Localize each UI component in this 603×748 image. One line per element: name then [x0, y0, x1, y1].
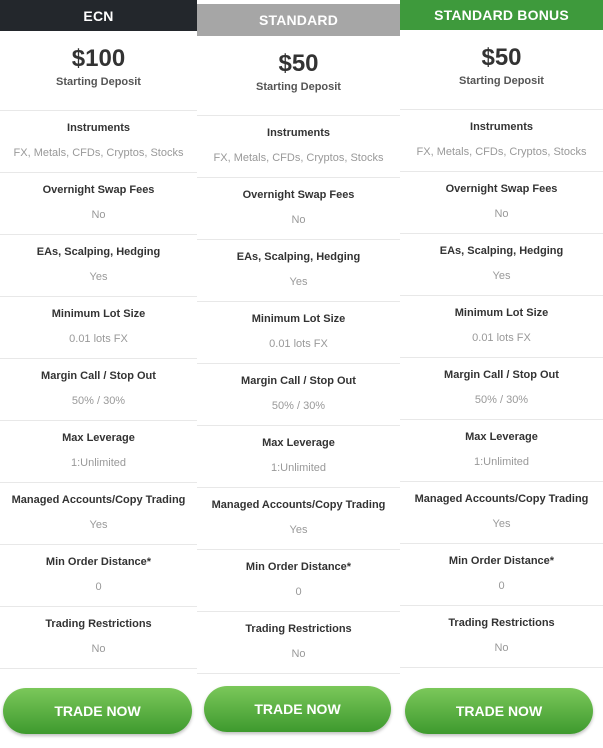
feature-row	[0, 421, 197, 483]
feature-value: No	[91, 209, 106, 221]
feature-row	[400, 234, 603, 296]
price-caption: Starting Deposit	[256, 81, 341, 93]
feature-label: Trading Restrictions	[448, 617, 555, 629]
feature-value: 0.01 lots FX	[69, 333, 128, 345]
feature-label: EAs, Scalping, Hedging	[36, 246, 161, 258]
feature-label: Max Leverage	[262, 437, 335, 449]
feature-row	[0, 235, 197, 297]
feature-value: 0	[295, 586, 302, 598]
feature-value: Yes	[492, 518, 511, 530]
feature-value: 50% / 30%	[474, 394, 529, 406]
feature-value: No	[494, 208, 509, 220]
trade-now-button[interactable]: TRADE NOW	[405, 688, 593, 734]
feature-value: 0.01 lots FX	[472, 332, 531, 344]
feature-value: No	[494, 642, 509, 654]
feature-row	[197, 364, 400, 426]
feature-value: Yes	[89, 271, 108, 283]
feature-row	[0, 359, 197, 421]
feature-value: No	[291, 214, 306, 226]
plan-price: $100	[71, 45, 126, 72]
feature-row	[197, 240, 400, 302]
plan-header: ECN	[0, 0, 197, 31]
feature-label: Max Leverage	[62, 432, 135, 444]
feature-label: Instruments	[67, 122, 130, 134]
feature-label: Trading Restrictions	[245, 623, 352, 635]
feature-row	[197, 116, 400, 178]
feature-label: Max Leverage	[465, 431, 538, 443]
feature-value: 0	[498, 580, 505, 592]
feature-value: Yes	[289, 524, 308, 536]
feature-label: Managed Accounts/Copy Trading	[414, 493, 589, 505]
feature-row	[0, 173, 197, 235]
feature-label: Margin Call / Stop Out	[241, 375, 356, 387]
trade-now-button[interactable]: TRADE NOW	[204, 686, 391, 732]
feature-row	[197, 612, 400, 674]
feature-row	[197, 178, 400, 240]
feature-value: 1:Unlimited	[270, 462, 327, 474]
plan-price: $50	[481, 44, 522, 71]
feature-row	[400, 606, 603, 668]
plan-column-standard	[197, 4, 400, 748]
plan-column-ecn	[0, 0, 197, 744]
feature-row	[400, 110, 603, 172]
trade-now-button[interactable]: TRADE NOW	[3, 688, 192, 734]
feature-value: Yes	[89, 519, 108, 531]
price-block	[197, 36, 400, 116]
feature-row	[0, 297, 197, 359]
feature-row	[0, 483, 197, 545]
feature-value: Yes	[289, 276, 308, 288]
price-caption: Starting Deposit	[459, 75, 544, 87]
feature-row	[400, 296, 603, 358]
feature-value: 1:Unlimited	[70, 457, 127, 469]
price-block	[400, 30, 603, 110]
feature-label: Managed Accounts/Copy Trading	[211, 499, 386, 511]
feature-value: FX, Metals, CFDs, Cryptos, Stocks	[213, 152, 384, 164]
feature-row	[0, 111, 197, 173]
feature-label: Min Order Distance*	[245, 561, 352, 573]
feature-label: Trading Restrictions	[45, 618, 152, 630]
feature-row	[400, 358, 603, 420]
feature-value: FX, Metals, CFDs, Cryptos, Stocks	[416, 146, 587, 158]
feature-label: Minimum Lot Size	[454, 307, 549, 319]
feature-row	[400, 482, 603, 544]
feature-label: Minimum Lot Size	[51, 308, 146, 320]
feature-label: Min Order Distance*	[45, 556, 152, 568]
feature-row	[197, 488, 400, 550]
feature-row	[197, 302, 400, 364]
plan-price: $50	[278, 50, 319, 77]
feature-row	[197, 426, 400, 488]
feature-value: 50% / 30%	[71, 395, 126, 407]
feature-row	[0, 545, 197, 607]
feature-label: Margin Call / Stop Out	[444, 369, 559, 381]
plan-column-standard-bonus	[400, 0, 603, 744]
feature-value: 0	[95, 581, 102, 593]
feature-value: 0.01 lots FX	[269, 338, 328, 350]
feature-row	[400, 172, 603, 234]
feature-label: EAs, Scalping, Hedging	[236, 251, 361, 263]
feature-value: FX, Metals, CFDs, Cryptos, Stocks	[13, 147, 184, 159]
feature-label: Min Order Distance*	[448, 555, 555, 567]
price-caption: Starting Deposit	[56, 76, 141, 88]
feature-value: No	[291, 648, 306, 660]
feature-label: Overnight Swap Fees	[242, 189, 355, 201]
feature-label: EAs, Scalping, Hedging	[439, 245, 564, 257]
feature-label: Margin Call / Stop Out	[41, 370, 156, 382]
plan-header: STANDARD	[197, 4, 400, 36]
feature-label: Instruments	[267, 127, 330, 139]
feature-label: Overnight Swap Fees	[445, 183, 558, 195]
feature-label: Managed Accounts/Copy Trading	[11, 494, 186, 506]
plan-header: STANDARD BONUS	[400, 0, 603, 30]
price-block	[0, 31, 197, 111]
feature-row	[400, 544, 603, 606]
feature-row	[0, 607, 197, 669]
feature-label: Minimum Lot Size	[251, 313, 346, 325]
feature-label: Instruments	[470, 121, 533, 133]
feature-value: 50% / 30%	[271, 400, 326, 412]
feature-row	[197, 550, 400, 612]
feature-value: 1:Unlimited	[473, 456, 530, 468]
feature-label: Overnight Swap Fees	[42, 184, 155, 196]
feature-value: No	[91, 643, 106, 655]
feature-value: Yes	[492, 270, 511, 282]
feature-row	[400, 420, 603, 482]
